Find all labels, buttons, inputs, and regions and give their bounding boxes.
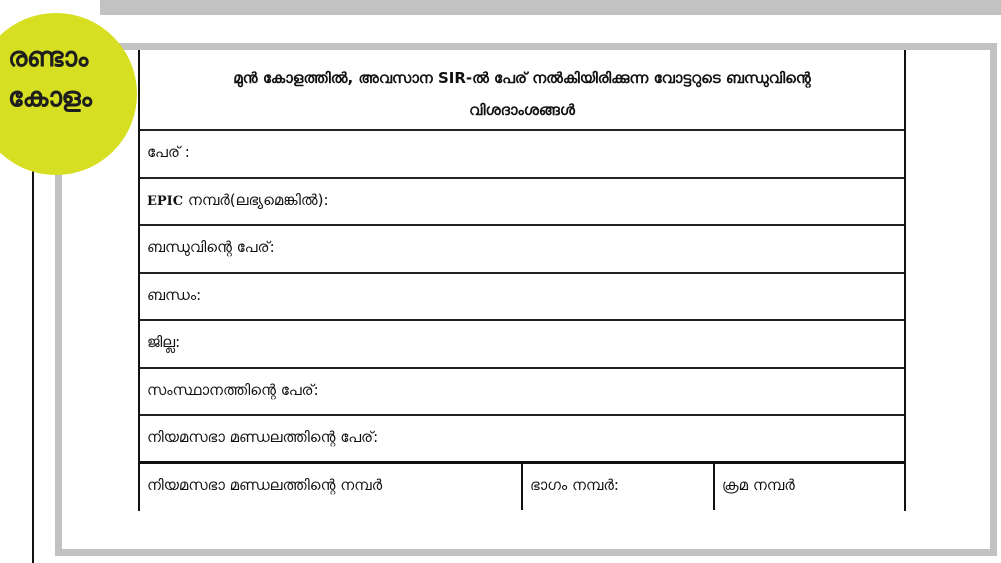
left-vertical-rule xyxy=(32,150,34,563)
form-title-line-1: മുൻ കോളത്തിൽ, അവസാന SIR-ൽ പേര് നൽകിയിരിക്കുന്ന വോട്ടറുടെ ബന്ധുവിന്റെ xyxy=(233,69,811,87)
field-relationship[interactable] xyxy=(140,274,904,322)
badge-line-2: കോളം xyxy=(8,82,92,113)
field-label: സംസ്ഥാനത്തിന്റെ പേര്: xyxy=(147,380,319,399)
field-name[interactable] xyxy=(140,131,904,179)
field-label: ഭാഗം നമ്പർ: xyxy=(530,475,619,494)
section-badge-label xyxy=(8,38,118,118)
form-title-line-2: വിശദാംശങ്ങൾ xyxy=(469,101,575,119)
field-relative-name[interactable] xyxy=(140,226,904,274)
field-label: ബന്ധം: xyxy=(147,285,202,304)
field-constituency-name[interactable] xyxy=(140,416,904,464)
field-part-number[interactable] xyxy=(523,464,715,510)
field-label: നമ്പർ(ലഭ്യമെങ്കിൽ): xyxy=(183,190,329,209)
field-constituency-number[interactable] xyxy=(140,464,523,510)
number-fields-row xyxy=(140,464,904,510)
field-label-prefix: EPIC xyxy=(147,193,184,209)
field-label: ജില്ല: xyxy=(147,333,181,351)
field-label: ബന്ധുവിന്റെ പേര്: xyxy=(147,238,275,256)
top-gray-bar xyxy=(100,0,1001,15)
field-label: ക്രമ നമ്പർ xyxy=(722,475,795,494)
relative-details-form xyxy=(138,50,906,511)
form-title xyxy=(140,50,904,131)
field-label: നിയമസഭാ മണ്ഡലത്തിന്റെ പേര്: xyxy=(147,428,379,446)
field-label: നിയമസഭാ മണ്ഡലത്തിന്റെ നമ്പർ xyxy=(147,475,383,494)
field-serial-number[interactable] xyxy=(715,464,904,510)
field-epic-number[interactable] xyxy=(140,179,904,227)
field-label: പേര് : xyxy=(147,143,190,161)
badge-line-1: രണ്ടാം xyxy=(8,42,88,73)
field-state-name[interactable] xyxy=(140,369,904,417)
field-district[interactable] xyxy=(140,321,904,369)
